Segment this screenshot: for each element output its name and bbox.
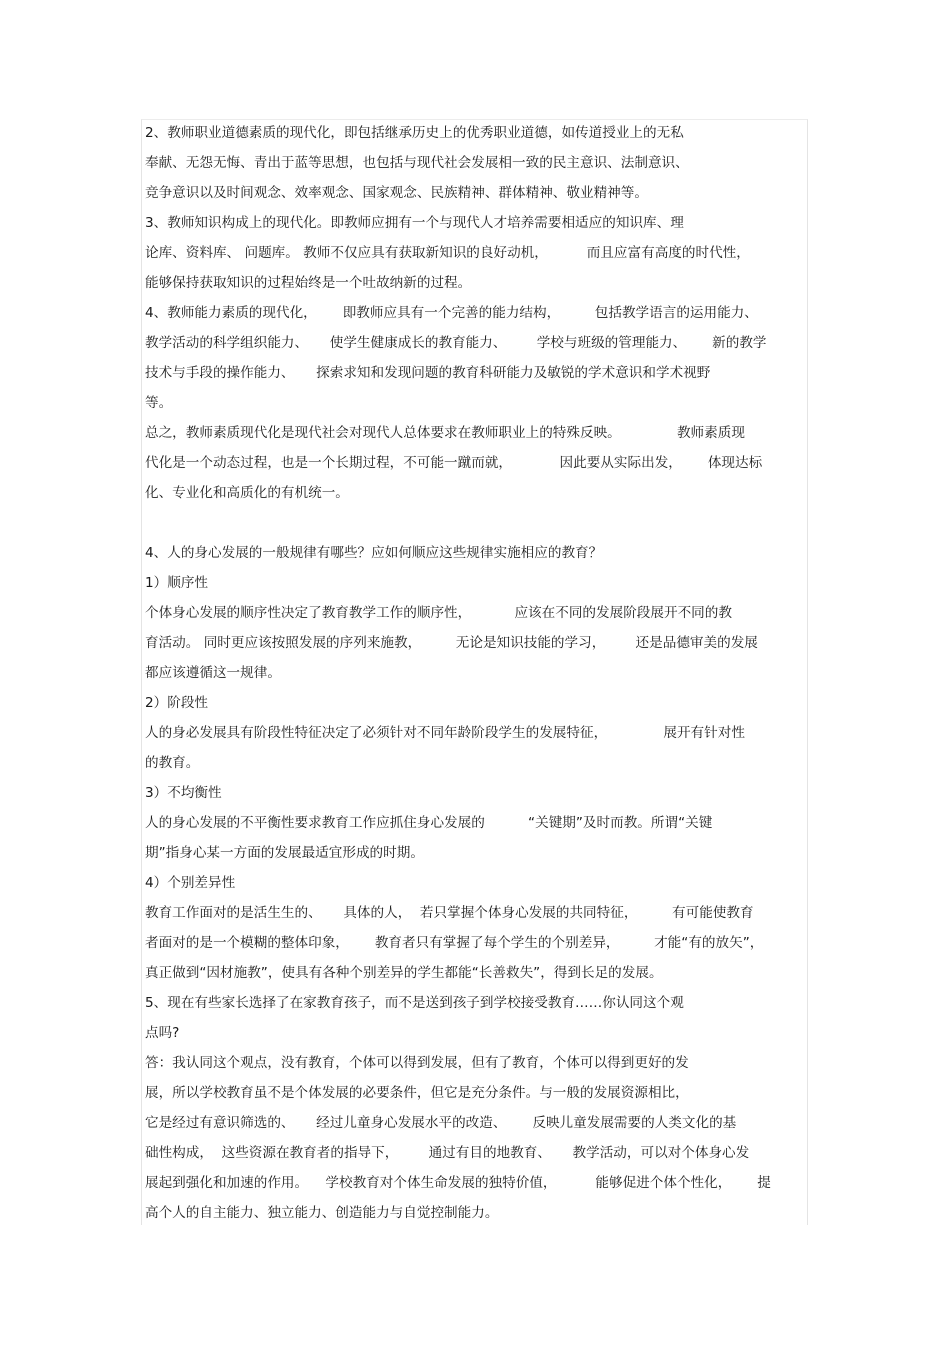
text-line: 它是经过有意识筛选的、 经过儿童身心发展水平的改造、 反映儿童发展需要的人类文化的基 <box>145 1115 737 1131</box>
text-line: 论库、资料库、 问题库。 教师不仅应具有获取新知识的良好动机， 而且应富有高度的时代性， <box>145 245 750 261</box>
text-line: 教育工作面对的是活生生的、 具体的人， 若只掌握个体身心发展的共同特征， 有可能使教育 <box>145 905 754 921</box>
text-line: 都应该遵循这一规律。 <box>145 665 281 681</box>
text-line: 育活动。 同时更应该按照发展的序列来施教， 无论是知识技能的学习， 还是品德审美的发展 <box>145 635 758 651</box>
subheading: 3）不均衡性 <box>145 785 222 801</box>
text-line: 总之，教师素质现代化是现代社会对现代人总体要求在教师职业上的特殊反映。 教师素质现 <box>145 425 745 441</box>
text-line: 础性构成， 这些资源在教育者的指导下， 通过有目的地教育、 教学活动，可以对个体身心发 <box>145 1145 750 1161</box>
text-line: 教学活动的科学组织能力、 使学生健康成长的教育能力、 学校与班级的管理能力、 新的教学 <box>145 335 767 351</box>
blank-line <box>145 508 810 538</box>
text-line: 展，所以学校教育虽不是个体发展的必要条件，但它是充分条件。与一般的发展资源相比， <box>145 1085 689 1101</box>
question-heading: 点吗? <box>145 1025 180 1041</box>
text-line: 期”指身心某一方面的发展最适宜形成的时期。 <box>145 845 424 861</box>
subheading: 4）个别差异性 <box>145 875 236 891</box>
text-line: 能够保持获取知识的过程始终是一个吐故纳新的过程。 <box>145 275 472 291</box>
text-line: 4、教师能力素质的现代化， 即教师应具有一个完善的能力结构， 包括教学语言的运用能力、 <box>145 305 758 321</box>
text-line: 人的身必发展具有阶段性特征决定了必须针对不同年龄阶段学生的发展特征， 展开有针对性 <box>145 725 745 741</box>
text-line: 高个人的自主能力、独立能力、创造能力与自觉控制能力。 <box>145 1205 499 1221</box>
text-line: 3、教师知识构成上的现代化。即教师应拥有一个与现代人才培养需要相适应的知识库、理 <box>145 215 684 231</box>
subheading: 2）阶段性 <box>145 695 209 711</box>
text-line: 个体身心发展的顺序性决定了教育教学工作的顺序性， 应该在不同的发展阶段展开不同的教 <box>145 605 732 621</box>
text-line: 等。 <box>145 395 173 411</box>
text-line: 2、教师职业道德素质的现代化，即包括继承历史上的优秀职业道德，如传道授业上的无私 <box>145 125 684 141</box>
text-line: 代化是一个动态过程，也是一个长期过程，不可能一蹴而就， 因此要从实际出发， 体现达标 <box>145 455 763 471</box>
text-line: 奉献、无怨无悔、青出于蓝等思想，也包括与现代社会发展相一致的民主意识、法制意识、 <box>145 155 689 171</box>
question-heading: 5、现在有些家长选择了在家教育孩子，而不是送到孩子到学校接受教育……你认同这个观 <box>145 995 684 1011</box>
question-heading: 4、人的身心发展的一般规律有哪些？应如何顺应这些规律实施相应的教育？ <box>145 545 603 561</box>
text-line: 竞争意识以及时间观念、效率观念、国家观念、民族精神、群体精神、敬业精神等。 <box>145 185 648 201</box>
subheading: 1）顺序性 <box>145 575 209 591</box>
text-line: 技术与手段的操作能力、 探索求知和发现问题的教育科研能力及敏锐的学术意识和学术视野 <box>145 365 711 381</box>
text-line: 者面对的是一个模糊的整体印象， 教育者只有掌握了每个学生的个别差异， 才能“有的放矢”， <box>145 935 764 951</box>
text-line: 答：我认同这个观点，没有教育，个体可以得到发展，但有了教育，个体可以得到更好的发 <box>145 1055 689 1071</box>
text-line: 的教育。 <box>145 755 200 771</box>
text-line: 展起到强化和加速的作用。 学校教育对个体生命发展的独特价值， 能够促进个体个性化， 提 <box>145 1175 771 1191</box>
text-line: 化、专业化和高质化的有机统一。 <box>145 485 349 501</box>
text-line: 真正做到“因材施教”，使具有各种个别差异的学生都能“长善救失”，得到长足的发展。 <box>145 965 663 981</box>
document-body <box>145 118 810 1228</box>
text-line: 人的身心发展的不平衡性要求教育工作应抓住身心发展的 “关键期”及时而教。所谓“关键 <box>145 815 713 831</box>
